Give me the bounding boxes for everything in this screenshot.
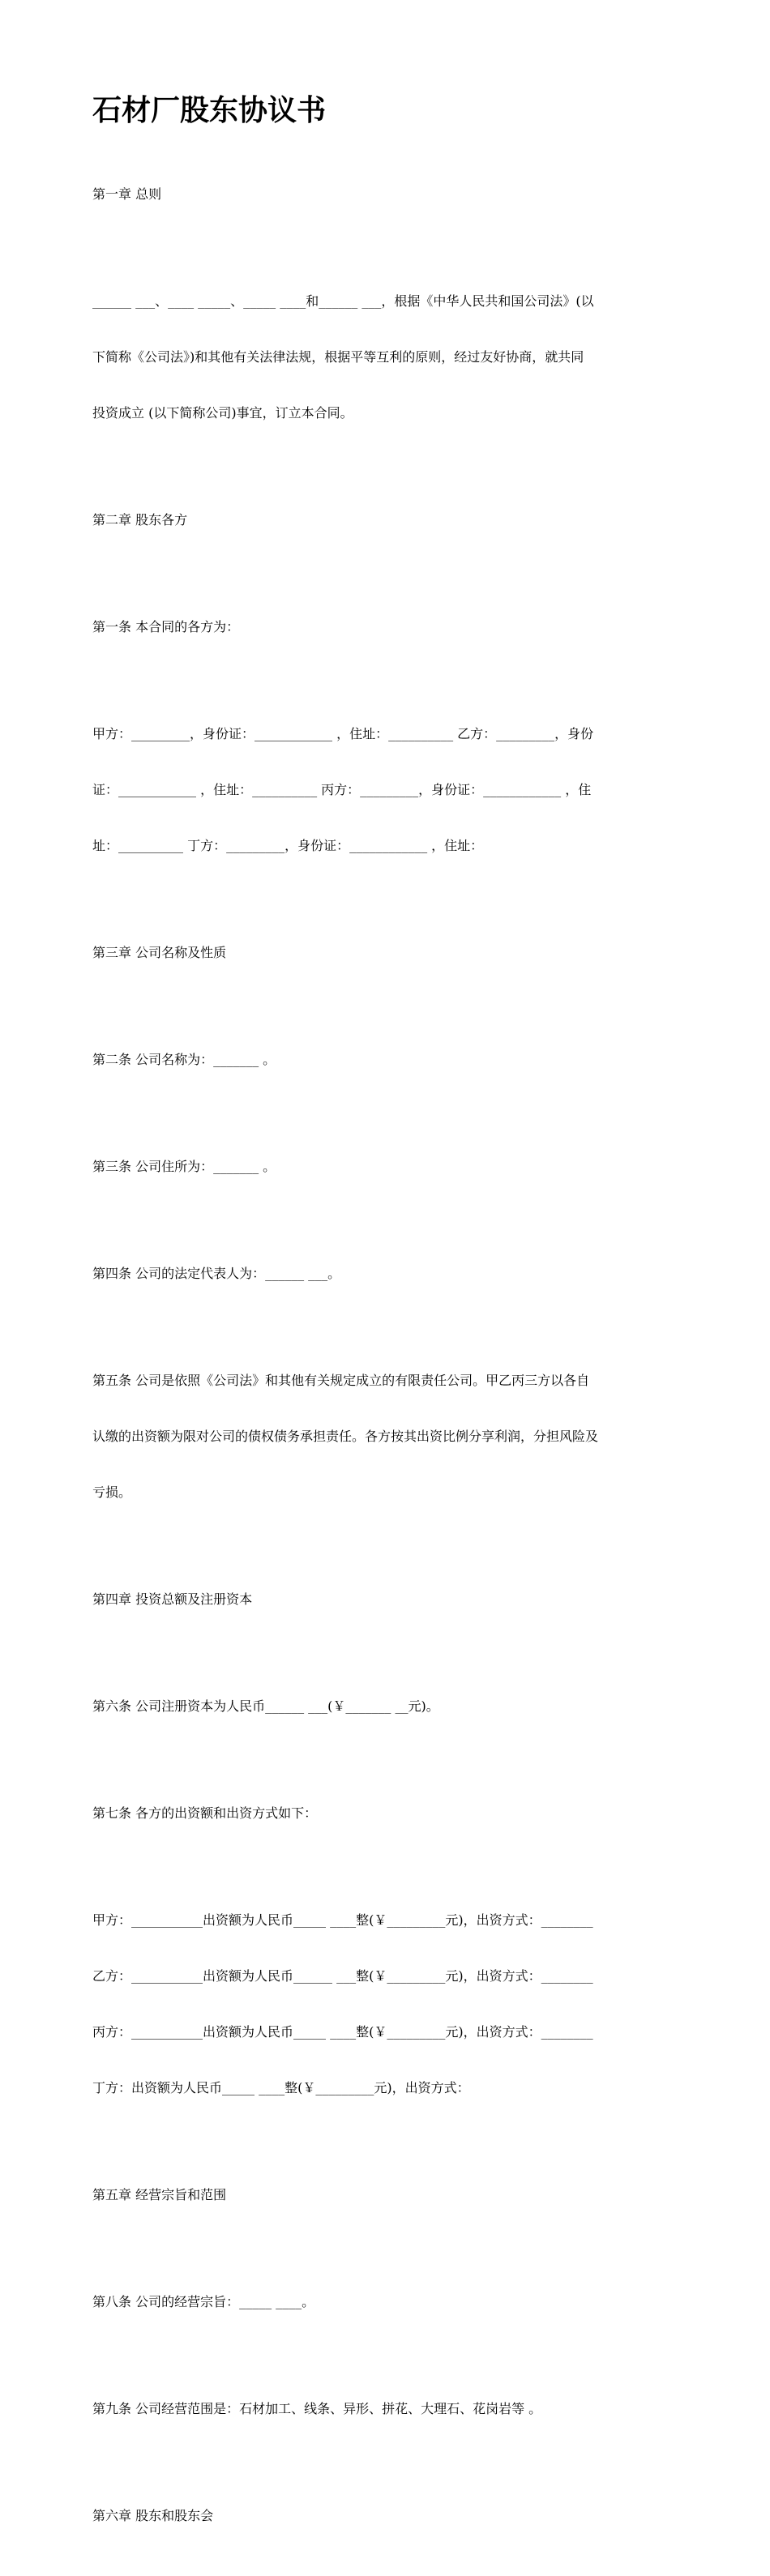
text-line: 亏损。 — [92, 1485, 132, 1500]
text-line: 第一章 总则 — [92, 186, 162, 202]
chapter-1-heading — [92, 147, 673, 241]
article-8 — [92, 2255, 673, 2348]
text-line: 址：__________ 丁方：_________，身份证：____________ ，住址： — [92, 838, 484, 853]
article-1 — [92, 580, 673, 673]
text-line: 第二条 公司名称为：_______ 。 — [92, 1052, 276, 1067]
text-line: 第一条 本合同的各方为： — [92, 619, 240, 634]
text-line: 第七条 各方的出资额和出资方式如下： — [92, 1805, 318, 1821]
article-5 — [92, 1334, 673, 1539]
text-line: 甲方：___________出资额为人民币_____ ____整(￥_________元)，出资方式：________ — [92, 1912, 593, 1928]
chapter-5-heading — [92, 2148, 673, 2241]
chapter-3-heading — [92, 906, 673, 999]
text-line: 乙方：___________出资额为人民币______ ___整(￥_________元)，出资方式：________ — [92, 1968, 593, 1984]
article-6 — [92, 1660, 673, 1753]
article-2 — [92, 1013, 673, 1106]
text-line: 丁方：出资额为人民币_____ ____整(￥_________元)，出资方式： — [92, 2080, 470, 2095]
text-line: 证：____________ ，住址：__________ 丙方：_________，身份证：____________ ，住 — [92, 782, 592, 797]
text-line: 下简称《公司法》)和其他有关法律法规，根据平等互利的原则，经过友好协商，就共同 — [92, 349, 584, 365]
chapter-6-heading — [92, 2469, 673, 2562]
text-line: 甲方：_________，身份证：____________ ，住址：__________ 乙方：_________，身份 — [92, 726, 594, 741]
text-line: 认缴的出资额为限对公司的债权债务承担责任。各方按其出资比例分享利润，分担风险及 — [92, 1429, 599, 1444]
contributions-paragraph — [92, 1873, 673, 2134]
document-title: 石材厂股东协议书 — [92, 93, 327, 127]
text-line: 第五章 经营宗旨和范围 — [92, 2187, 227, 2202]
chapter-2-heading — [92, 473, 673, 566]
chapter-4-heading — [92, 1553, 673, 1646]
text-line: 第三章 公司名称及性质 — [92, 945, 227, 960]
text-line: 第五条 公司是依照《公司法》和其他有关规定成立的有限责任公司。甲乙丙三方以各自 — [92, 1373, 590, 1388]
text-line: 第三条 公司住所为：_______ 。 — [92, 1159, 276, 1174]
text-line: 第九条 公司经营范围是：石材加工、线条、异形、拼花、大理石、花岗岩等 。 — [92, 2401, 542, 2416]
article-9 — [92, 2362, 673, 2455]
text-line: 第二章 股东各方 — [92, 512, 188, 528]
text-line: 第四章 投资总额及注册资本 — [92, 1591, 253, 1607]
text-line: 丙方：___________出资额为人民币_____ ____整(￥_________元)，出资方式：________ — [92, 2024, 593, 2040]
text-line: 第六章 股东和股东会 — [92, 2508, 214, 2523]
text-line: ______ ___、____ _____、_____ ____和______ ___，根据《中华人民共和国公司法》(以 — [92, 293, 594, 309]
parties-paragraph — [92, 687, 673, 892]
article-3 — [92, 1120, 673, 1213]
text-line: 投资成立 (以下简称公司)事宜，订立本合同。 — [92, 405, 353, 421]
text-line: 第八条 公司的经营宗旨：_____ ____。 — [92, 2294, 315, 2309]
text-line: 第四条 公司的法定代表人为：______ ___。 — [92, 1266, 341, 1281]
document-page — [92, 91, 673, 2576]
preamble-paragraph — [92, 254, 673, 459]
article-7 — [92, 1766, 673, 1860]
text-line: 第六条 公司注册资本为人民币______ ___(￥_______ __元)。 — [92, 1698, 439, 1714]
article-4 — [92, 1227, 673, 1320]
